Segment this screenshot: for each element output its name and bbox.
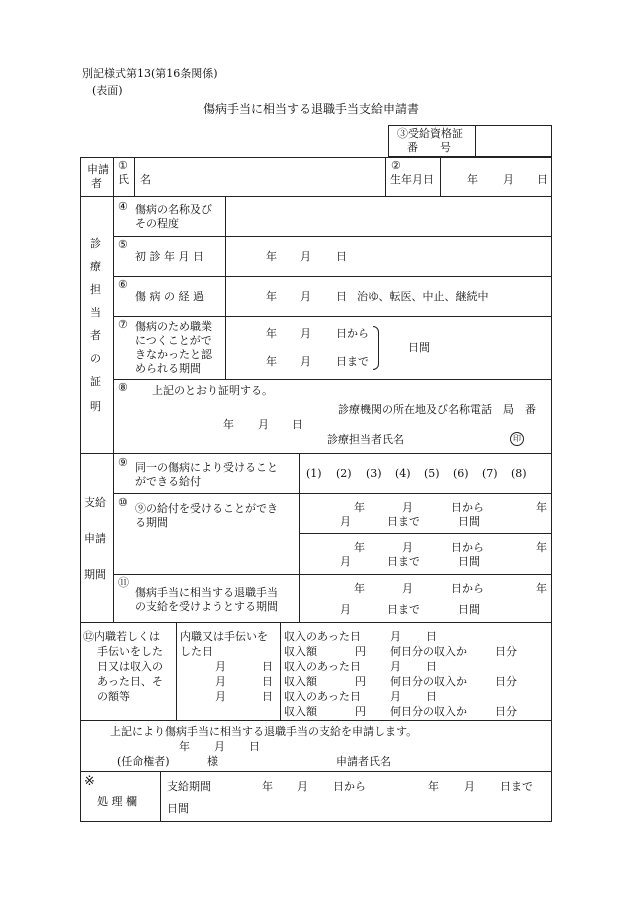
r9-label-1: 同一の傷病により受けること [135,461,278,474]
illness-name-field[interactable] [228,199,549,234]
side-job-day-label: 内職又は手伝いを [180,630,268,643]
asterisk-mark: ※ [84,774,95,789]
r7-number: ⑦ [118,318,128,331]
r10a-from-year: 年 [354,501,365,514]
doctor-section-char-8: 明 [90,400,101,413]
apply-year: 年 [179,740,190,753]
income-2-day-label: 収入のあった日 [284,660,361,673]
r5-number: ⑤ [118,238,128,251]
income-2-day: 日 [426,660,437,673]
sama-label: 様 [207,755,218,768]
birth-number: ② [391,159,401,172]
doctor-section-char-1: 診 [90,237,101,250]
income-3-day: 日 [426,690,437,703]
appointer-label: (任命権者) [117,755,170,768]
doctor-section-char-7: 証 [90,375,101,388]
apply-month: 月 [214,740,225,753]
r10b-from-day: 日から [451,541,484,554]
r6-year: 年 [266,290,277,303]
birth-label: 生年月日 [390,173,434,186]
process-to-month: 月 [464,780,475,793]
apply-day: 日 [249,740,260,753]
doctor-section-char-3: 担 [90,283,101,296]
r12-label-3: 日又は収入の [97,660,163,673]
r7-label-3: きなかったと認 [135,348,212,361]
side-job-3-month: 月 [215,690,226,703]
income-3-amount-label: 収入額 [284,705,317,718]
r11-from-month: 月 [402,582,413,595]
r10-number: ⑩ [118,496,128,509]
income-1-which-day: 何日分の収入か [390,645,467,658]
r11-number: ⑪ [118,576,129,589]
form-title: 傷病手当に相当する退職手当支給申請書 [203,102,420,116]
r11-days: 日間 [458,603,480,616]
benefit-section-label-1: 支給 [84,496,106,509]
r11-to-month: 月 [340,603,351,616]
r11-label-1: 傷病手当に相当する退職手当 [135,586,278,599]
r11-from-year: 年 [354,582,365,595]
r9-option-5[interactable]: (5) [424,467,440,480]
clinic-address-label: 診療機関の所在地及び名称電話 局 番 [338,403,536,416]
doctor-section-char-4: 当 [90,306,101,319]
r11-from-day: 日から [451,582,484,595]
r5-label: 初 診 年 月 日 [135,250,204,263]
r10-label-1: ⑨の給付を受けることができ [135,502,278,515]
benefit-section-label-3: 期間 [84,568,106,581]
process-to-day: 日まで [500,780,533,793]
r10a-days: 日間 [458,515,480,528]
benefit-section-label-2: 申請 [84,532,106,545]
process-days: 日間 [167,802,189,815]
form-number: 別記様式第13(第16条関係) [82,67,218,80]
income-2-amount-label: 収入額 [284,675,317,688]
cert-day: 日 [292,418,303,431]
name-label: 氏 名 [118,173,151,186]
r10b-to-year: 年 [536,541,547,554]
birth-month: 月 [503,173,514,186]
r7-to-year: 年 [266,355,277,368]
r7-from-day: 日から [336,327,369,340]
income-2-month: 月 [390,660,401,673]
doctor-section-char-5: 者 [90,329,101,342]
r4-label: 傷病の名称及び [135,203,212,216]
r10b-days: 日間 [458,555,480,568]
side-label: (表面) [92,84,123,97]
process-from-month: 月 [297,780,308,793]
r12-label-5: の額等 [97,690,130,703]
process-to-year: 年 [428,780,439,793]
cert-number-field[interactable] [478,128,549,154]
income-2-day-unit: 日分 [495,675,517,688]
side-job-1-day: 日 [262,660,273,673]
income-1-day: 日 [426,630,437,643]
certify-statement: 上記のとおり証明する。 [152,384,273,397]
cert-year: 年 [223,418,234,431]
r7-from-month: 月 [300,327,311,340]
r4-label-2: その程度 [135,217,179,230]
r10a-from-month: 月 [402,501,413,514]
application-statement: 上記により傷病手当に相当する退職手当の支給を申請します。 [110,725,418,738]
name-number: ① [118,159,128,172]
income-3-month: 月 [390,690,401,703]
applicant-section-label-2: 者 [91,177,102,190]
r12-label-2: 手伝いをした [97,645,163,658]
process-from-day: 日から [333,780,366,793]
r7-to-day: 日まで [336,355,369,368]
r6-month: 月 [300,290,311,303]
income-1-day-label: 収入のあった日 [284,630,361,643]
r6-label: 傷 病 の 経 過 [135,290,204,303]
income-1-month: 月 [390,630,401,643]
income-1-amount-label: 収入額 [284,645,317,658]
r5-month: 月 [300,250,311,263]
r10b-to-month: 月 [340,555,351,568]
r10b-from-year: 年 [354,541,365,554]
income-3-yen: 円 [355,705,366,718]
doctor-name-label: 診療担当者氏名 [327,433,404,446]
r12-label-4: あった日、そ [97,675,163,688]
r6-number: ⑥ [118,278,128,291]
r9-option-3[interactable]: (3) [366,467,382,480]
birth-year: 年 [467,173,478,186]
birth-day: 日 [537,173,548,186]
income-1-yen: 円 [355,645,366,658]
process-label: 処 理 欄 [97,795,137,808]
r10b-from-month: 月 [402,541,413,554]
r12-label-1: ⑫内職若しくは [83,630,160,643]
r7-label-4: められる期間 [135,362,201,375]
process-from-year: 年 [262,780,273,793]
r10a-to-day: 日まで [387,515,420,528]
r6-outcome-options[interactable]: 治ゆ、転医、中止、継続中 [357,290,489,303]
r9-number: ⑨ [118,456,128,469]
cert-number-label-2: 番 号 [407,141,451,154]
r7-from-year: 年 [266,327,277,340]
r9-option-2[interactable]: (2) [336,467,352,480]
income-3-day-unit: 日分 [495,705,517,718]
r9-option-1[interactable]: (1) [306,467,322,480]
name-field[interactable] [137,160,382,193]
side-job-3-day: 日 [262,690,273,703]
income-1-day-unit: 日分 [495,645,517,658]
r7-brace [373,326,379,370]
r6-day: 日 [336,290,347,303]
applicant-section-label: 申請 [87,163,109,176]
process-period-label: 支給期間 [167,780,211,793]
side-job-2-day: 日 [262,675,273,688]
side-job-2-month: 月 [215,675,226,688]
r10a-from-day: 日から [451,501,484,514]
r9-option-8[interactable]: (8) [511,467,527,480]
r5-day: 日 [336,250,347,263]
side-job-1-month: 月 [215,660,226,673]
r7-to-month: 月 [300,355,311,368]
doctor-section-char-6: の [90,352,101,365]
r4-number: ④ [118,200,128,213]
income-2-yen: 円 [355,675,366,688]
r11-label-2: の支給を受けようとする期間 [135,600,278,613]
income-3-day-label: 収入のあった日 [284,690,361,703]
side-job-day-label-2: した日 [180,645,213,658]
seal-icon: 印 [510,432,524,446]
cert-month: 月 [258,418,269,431]
r10a-to-year: 年 [536,501,547,514]
r7-label-1: 傷病のため職業 [135,320,212,333]
r10b-to-day: 日まで [387,555,420,568]
r11-to-day: 日まで [387,603,420,616]
r9-option-4[interactable]: (4) [395,467,411,480]
r8-number: ⑧ [118,381,128,394]
r10-label-2: る期間 [135,516,168,529]
r11-to-year: 年 [536,582,547,595]
r9-label-2: ができる給付 [135,475,201,488]
r5-year: 年 [266,250,277,263]
cert-number-label: ③受給資格証 [397,127,463,140]
doctor-section-char-2: 療 [90,260,101,273]
r7-days: 日間 [408,341,430,354]
applicant-name-label: 申請者氏名 [336,755,391,768]
income-2-which-day: 何日分の収入か [390,675,467,688]
r9-option-7[interactable]: (7) [482,467,498,480]
r10a-to-month: 月 [340,515,351,528]
income-3-which-day: 何日分の収入か [390,705,467,718]
r9-option-6[interactable]: (6) [453,467,469,480]
r7-label-2: につくことがで [135,334,212,347]
